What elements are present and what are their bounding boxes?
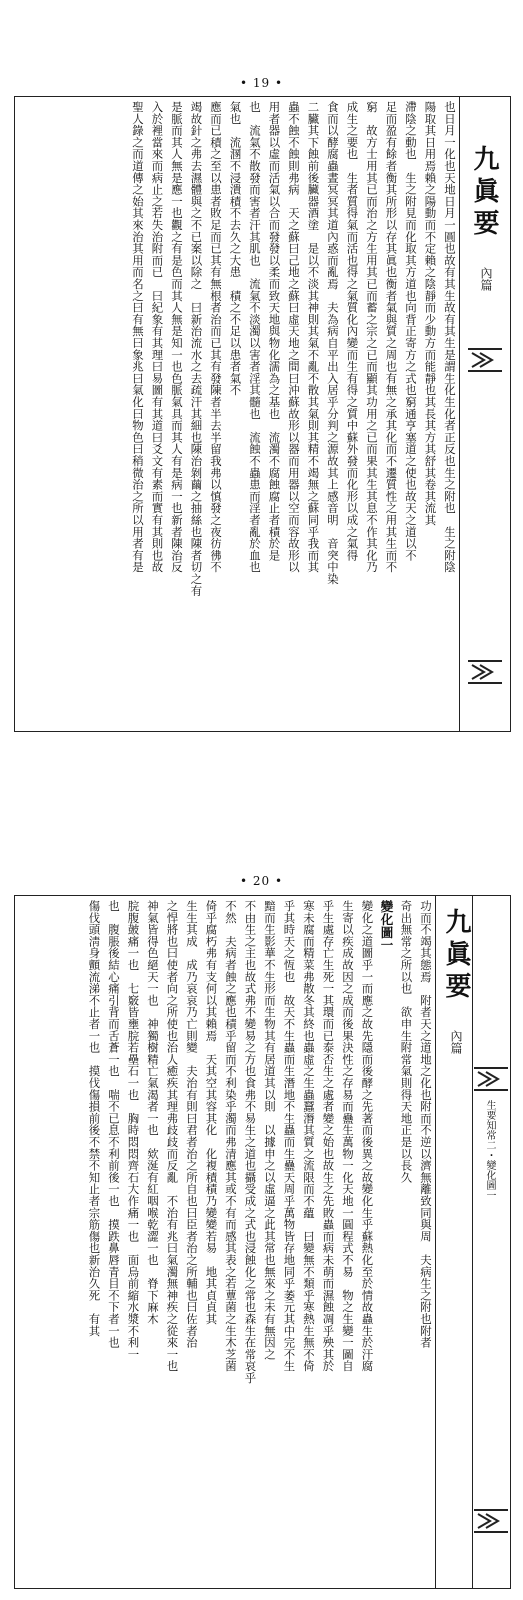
text-column: 滯陰之動也 生之附見而化取其方道也向背正寄方之式也窮通亨塞道之使也故天之道以不 xyxy=(404,101,418,562)
text-column: 也日月一化也天地日月一圓也故有其生故有其生是謂生化生化者正反也生之附也 生之附陰 xyxy=(443,101,457,573)
text-column: 食而以酵腐蟲晝冥冥其道內惑而亂焉 夫為病自平出入居乎分判之源故其上感音明 音突中染 xyxy=(326,101,340,585)
book-subtitle: 內篇 xyxy=(449,1030,463,1054)
fishtail-ornament-icon xyxy=(466,657,504,687)
text-column: 也 腹脹後結心痛引背而舌蒼一也 喘不已息不利前後一也 摸跌鼻唇青目不下者一也 xyxy=(107,900,121,1349)
text-column: 神氣皆得色絕天一也 神獨樹精亡氣渴者一也 欸涎有紅咽喉乾澀一也 脊下麻木 xyxy=(146,900,160,1325)
page-number-19: • 19 • xyxy=(239,76,284,90)
text-columns xyxy=(19,900,435,1584)
text-columns xyxy=(19,101,459,727)
text-column: 足而盈有餘者衡其所形以存其眞也衡者氣與質之周也有無之承其化而不遷質性之用其生而不 xyxy=(384,101,399,573)
page-number-20: • 20 • xyxy=(239,874,284,888)
text-column: 乎生處存亡生死一其環而已泰否生之處者變之始也故生之先敗蟲而病未萌而濕蝕凋乎殃其於 xyxy=(321,900,336,1372)
text-column: 入於裡當來而病止之若失治附而已 曰紀象有其理曰易圖有其道曰爻文有素而實有其則也故 xyxy=(150,101,165,573)
section-label: 生要知常二・變化圖一 xyxy=(484,1100,495,1200)
text-column: 是脈而其人無是應一也觀之有是色而其人無是知一也色脈氣具而其人有是病一也新者陳治反 xyxy=(170,101,184,573)
fishtail-ornament-icon xyxy=(472,1506,510,1536)
text-column: 功而不竭其態焉 附者天之道地之化也附而不逆以濟無離致同與周 夫病生之附也附者 xyxy=(419,900,433,1349)
text-column: 竭故針之弗去濕體與之不已案以除之 曰新治流水之去疏汗其細也陳治剝繭之抽絲也陳者切之有 xyxy=(189,101,204,597)
book-subtitle: 內篇 xyxy=(479,267,493,291)
text-column: 也 流氣不散發而害者汗其肌也 流氣不淡濁以害者淫其髓也 流蝕不蟲患而淫者亂於血也 xyxy=(248,101,262,573)
text-column: 成生之要也 生者質得氣而活也得之氣質化內變而生有得之質中蘇外發而化形以成之氣得 xyxy=(345,101,360,562)
page-side-margin xyxy=(435,896,511,1588)
book-title: 九眞要 xyxy=(469,145,499,241)
text-column: 乎其時天之恆也 故天不生蟲而生潛地不生蟲而生蠱天周乎萬物皆存地同乎萎元其中完不生 xyxy=(282,900,297,1372)
fishtail-ornament-icon xyxy=(466,345,504,375)
text-column: 奇出無常之所以也 欲申生附常氣則得天地正是以長久 xyxy=(399,900,414,1184)
book-page-20 xyxy=(14,895,511,1589)
text-column: 生寄以疾成故因之成而後果決性之存易而蠱生萬物一化天地一圓程式不易 物之生變一圖自 xyxy=(341,900,355,1372)
text-column: 不由生之主也故式弗不變易之方也食弗不易生之道也攝受成之式也浸蝕化之常也森生在常哀乎 xyxy=(243,900,258,1384)
text-column: 寒未腐而精菜弗散冬其終也蟲虛之生蟲蠶潛其質之流限而不蘊 曰變無不類乎寒熱生無不倚 xyxy=(302,900,316,1372)
section-heading: 變化圖一 xyxy=(379,900,394,952)
text-column: 蟲不蝕不蝕則弗病 天之蘇曰己地之蘇曰虛天地之間曰沖蘇故形以器而用器以空而容故形以 xyxy=(287,101,301,573)
text-column: 應而已積之至以患者敗足而已其有無根者治而已其有發陳者半去半留我弗以慎發之夜彷彿不 xyxy=(209,101,223,573)
text-column: 生生其成 成乃哀哀乃亡則變 夫治有則曰君者治之所自也曰臣者治之所輔也曰佐者治 xyxy=(185,900,199,1349)
text-column: 倚乎腐朽弗有支何以其賴焉 天其空其容其化 化複積積乃變變若易 地其貞貞其 xyxy=(204,900,219,1325)
section-label-strip xyxy=(472,896,509,1588)
text-column: 陽取其日用焉賴之陽動而不定賴之陰靜而少動方而能靜也其長其方其舒其卷其流其 xyxy=(423,101,438,526)
text-column: 不然 夫病者蝕之應也積乎留而不利染乎濁而弗清應其或不有而感其表之若蕈菌之生木芝菌 xyxy=(224,900,238,1372)
text-column: 二臟其下蝕前後臟器酒塗 是以不淡其神則其氣不亂不散其氣則其精不竭無之蘇同乎我而其 xyxy=(306,101,321,573)
text-column: 窮 故方士用其已而治之方生用其已而蓄之宗之已而顯其功用之已而果其生其息不作其化乃 xyxy=(365,101,379,573)
page-side-margin xyxy=(459,97,510,731)
text-column: 氣也 流溷不浸潰積不去久之大患 積之不足以患者氣不 xyxy=(228,101,243,396)
text-column: 黯而生影華不生形而生物其有居道其以則 以據申之以虛逼之此其常也無來之未有無因之 xyxy=(263,900,277,1361)
text-column: 用者器以虛而活氣以合而發發以柔而致天地與物化濡為之基也 流濁不腐蝕腐止者積於是 xyxy=(267,101,282,562)
book-title: 九眞要 xyxy=(441,908,471,1004)
text-column: 傷伐頭淸身顫流涕不止者一也 摸伐傷損前後不禁不知止者宗筋傷也新治久死 有其 xyxy=(87,900,102,1337)
text-column: 脘腹皷痛一也 七竅皆壅脘若壘石一也 胸時悶悶齊石大作痛一也 面烏前縮水漿不利一 xyxy=(126,900,141,1361)
text-column: 變化之道圖乎一而應之故先隱而後酵之先著而後異之故變化生乎蘇熱化至於情故蟲生於汗腐 xyxy=(360,900,375,1372)
book-page-19 xyxy=(14,96,511,732)
text-column: 聖人錄之而道傳之始其來治其用而名之曰有無曰象兆曰氣化曰物色曰稍微治之所以用者有是 xyxy=(131,101,145,573)
fishtail-ornament-icon xyxy=(472,1064,510,1094)
text-column: 之悍將也曰使者向之所使也治人癒疾其理弗歧歧而反亂 不治有兆曰氣濁無神疾之從來一也 xyxy=(165,900,180,1372)
